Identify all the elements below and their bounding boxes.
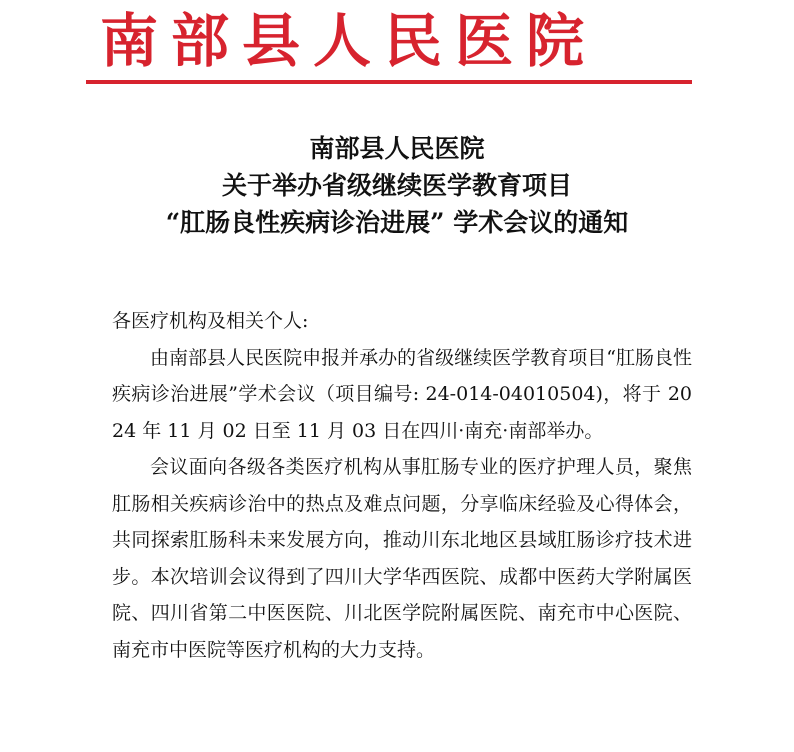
notice-title-line-1: 南部县人民医院	[309, 134, 485, 163]
body-paragraph-2: 会议面向各级各类医疗机构从事肛肠专业的医疗护理人员，聚焦肛肠相关疾病诊治中的热点及难点问题，分享临床经验及心得体会，共同探索肛肠科未来发展方向，推动川东北地区县域肛肠诊疗技术进步。本次培训会议得到了四川大学华西医院、成都中医药大学附属医院、四川省第二中医医院、川北医学院附属医院、南充市中心医院、南充市中医院等医疗机构的大力支持。	[112, 456, 692, 661]
letterhead-org-name: 南部县人民医院	[100, 7, 598, 75]
body-paragraph-1: 由南部县人民医院申报并承办的省级继续医学教育项目“肛肠良性疾病诊治进展”学术会议（项目编号: 24-014-04010504)，将于 2024 年 11 月 02 日至 11 月 03 日在四川·南充·南部举办。	[112, 346, 692, 442]
notice-title-line-3: “肛肠良性疾病诊治进展” 学术会议的通知	[165, 208, 629, 237]
notice-title	[60, 130, 734, 241]
letterhead	[86, 4, 692, 88]
salutation: 各医疗机构及相关个人:	[112, 310, 309, 332]
notice-title-line-2: 关于举办省级继续医学教育项目	[221, 171, 572, 200]
letterhead-red-rule	[86, 80, 692, 84]
notice-body	[112, 303, 692, 668]
